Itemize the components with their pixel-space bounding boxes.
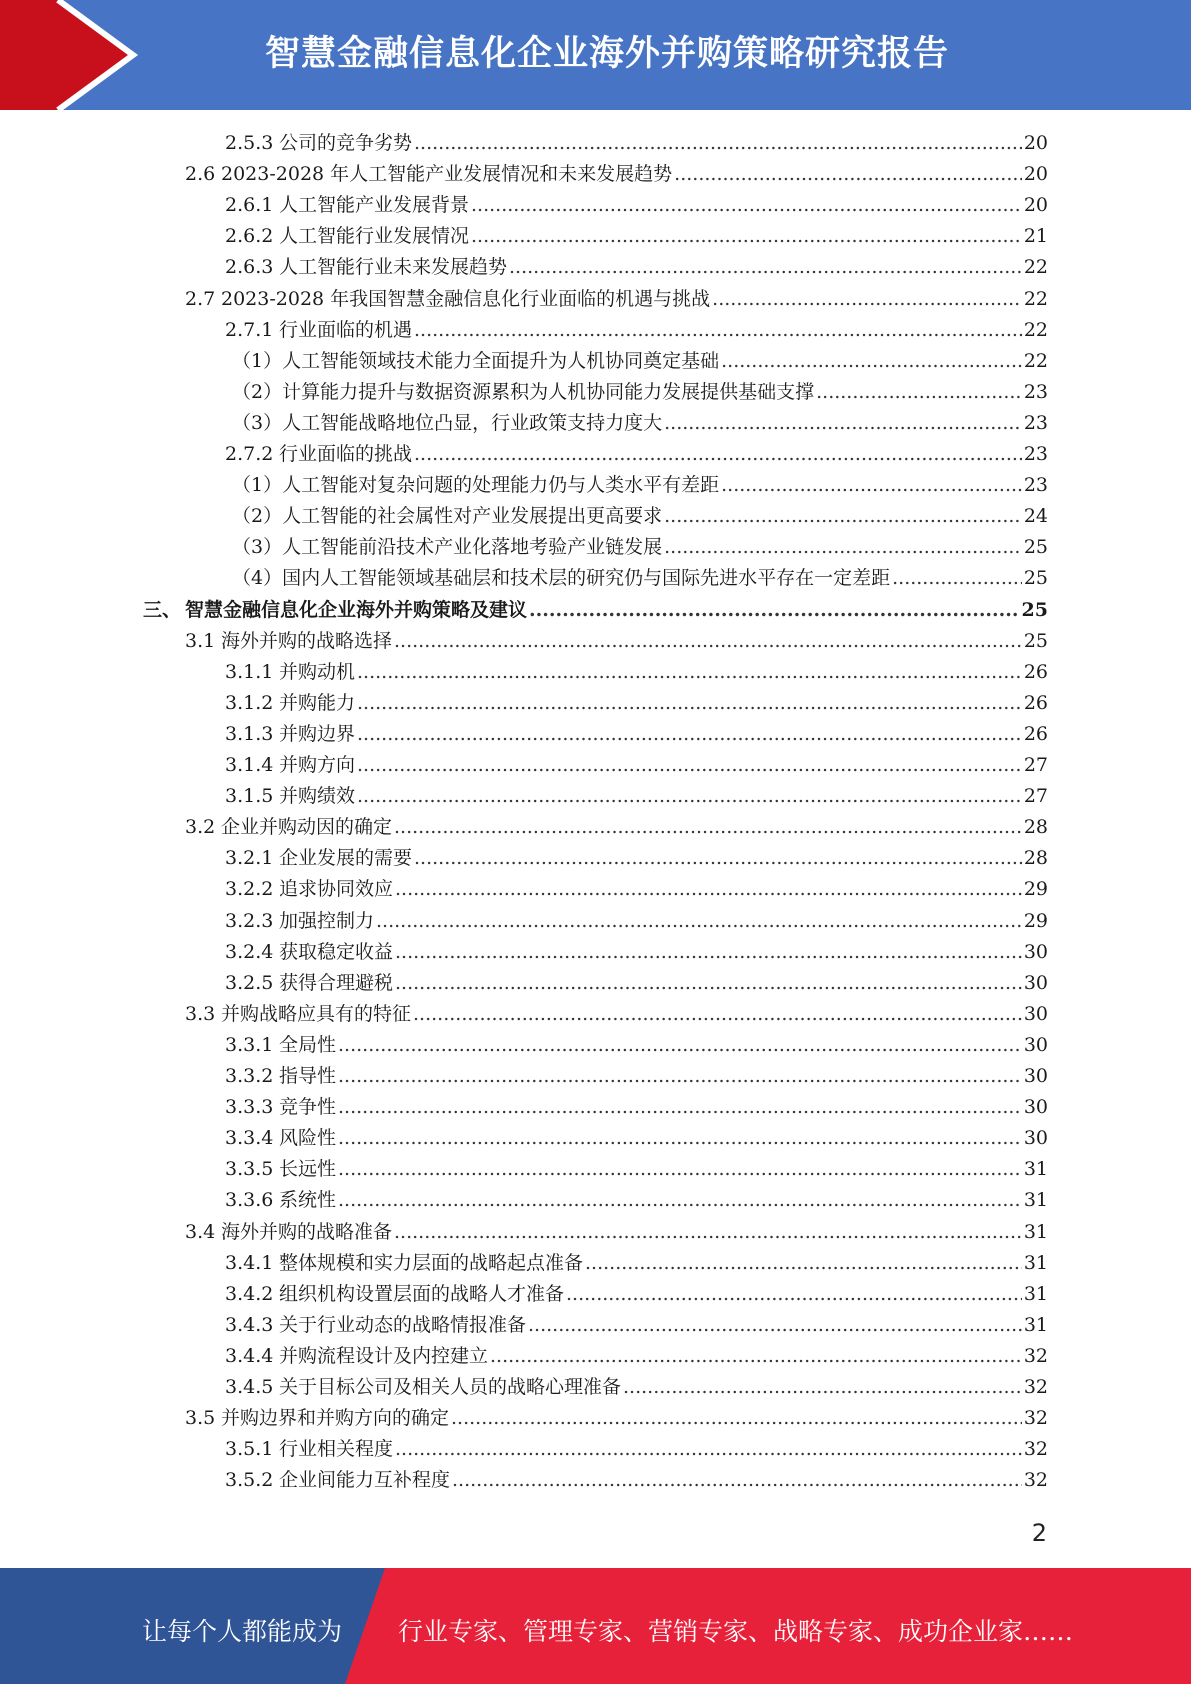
toc-entry-number: 3.2 <box>185 816 216 839</box>
toc-entry-page: 23 <box>1023 443 1048 465</box>
toc-dot-leader <box>674 163 1022 185</box>
toc-entry[interactable] <box>225 781 1048 812</box>
toc-entry-number: 3.5 <box>185 1407 216 1430</box>
toc-entry[interactable] <box>225 1310 1048 1341</box>
toc-entry-title: 公司的竞争劣势 <box>279 132 413 154</box>
toc-entry-page: 26 <box>1023 691 1048 714</box>
toc-entry-page: 25 <box>1023 536 1048 559</box>
toc-dot-leader <box>414 319 1022 341</box>
toc-entry-number: 3.5.1 <box>225 1438 274 1461</box>
toc-entry-title: 行业面临的机遇 <box>279 318 413 341</box>
toc-entry-page: 25 <box>1021 598 1048 621</box>
toc-entry-number: 3.4.4 <box>225 1344 274 1367</box>
toc-entry-number: （2） <box>232 380 283 403</box>
toc-entry-title: 海外并购的战略选择 <box>221 629 393 652</box>
toc-entry-title: 整体规模和实力层面的战略起点准备 <box>279 1251 584 1274</box>
toc-entry-title: 人工智能领域技术能力全面提升为人机协同奠定基础 <box>282 349 720 372</box>
toc-entry[interactable] <box>232 532 1048 563</box>
toc-entry-page: 23 <box>1023 411 1048 434</box>
toc-entry[interactable] <box>225 843 1048 874</box>
toc-dot-leader <box>338 1096 1022 1118</box>
toc-entry-number: 3.5.2 <box>225 1469 274 1492</box>
toc-dot-leader <box>414 132 1022 154</box>
toc-entry-page: 30 <box>1023 1002 1048 1025</box>
toc-entry[interactable] <box>185 999 1048 1030</box>
toc-entry-page: 32 <box>1023 1438 1048 1461</box>
toc-dot-leader <box>623 1376 1022 1398</box>
toc-dot-leader <box>414 443 1022 465</box>
toc-dot-leader <box>338 1127 1022 1149</box>
toc-entry[interactable] <box>225 1154 1048 1185</box>
toc-dot-leader <box>338 1189 1022 1211</box>
toc-entry-title: 并购边界和并购方向的确定 <box>221 1407 450 1430</box>
toc-entry[interactable] <box>232 501 1048 532</box>
toc-dot-leader <box>357 754 1022 776</box>
toc-entry-page: 32 <box>1023 1407 1048 1430</box>
toc-entry[interactable] <box>232 563 1048 594</box>
toc-entry-title: 并购方向 <box>279 754 356 776</box>
toc-entry-number: （4） <box>232 567 283 590</box>
toc-entry-number: 3.4 <box>185 1220 216 1243</box>
toc-entry-number: （3） <box>232 411 283 434</box>
toc-entry[interactable] <box>185 284 1048 315</box>
toc-dot-leader <box>394 816 1022 838</box>
toc-entry-page: 30 <box>1023 1127 1048 1150</box>
toc-entry-page: 32 <box>1023 1376 1048 1398</box>
toc-entry-title: 并购动机 <box>279 660 356 683</box>
toc-entry[interactable] <box>232 470 1048 501</box>
toc-entry-page: 20 <box>1023 194 1048 217</box>
toc-entry-page: 26 <box>1023 660 1048 683</box>
toc-entry-number: 3.3.3 <box>225 1096 274 1119</box>
toc-entry-title: 人工智能产业发展背景 <box>279 194 470 217</box>
toc-entry-number: 2.6.1 <box>225 194 274 217</box>
toc-entry[interactable] <box>232 408 1048 439</box>
page-number: 2 <box>1031 1519 1047 1547</box>
toc-entry[interactable] <box>232 377 1048 408</box>
header-band <box>0 0 1191 110</box>
toc-entry-page: 28 <box>1023 847 1048 870</box>
toc-entry-title: 指导性 <box>279 1065 337 1087</box>
toc-entry[interactable] <box>225 719 1048 750</box>
toc-entry-page: 21 <box>1023 225 1048 248</box>
toc-dot-leader <box>816 381 1022 403</box>
toc-entry-title: 计算能力提升与数据资源累积为人机协同能力发展提供基础支撑 <box>282 380 815 403</box>
toc-dot-leader <box>357 723 1022 745</box>
toc-entry-title: 人工智能行业未来发展趋势 <box>279 256 508 279</box>
toc-entry-title: 国内人工智能领域基础层和技术层的研究仍与国际先进水平存在一定差距 <box>282 567 891 590</box>
toc-entry[interactable] <box>225 221 1048 252</box>
toc-entry-page: 30 <box>1023 971 1048 994</box>
toc-entry-number: （1） <box>232 349 283 372</box>
toc-entry-title: 全局性 <box>279 1033 337 1056</box>
toc-dot-leader <box>528 1314 1022 1336</box>
toc-entry[interactable] <box>225 688 1048 719</box>
toc-dot-leader <box>585 1252 1022 1274</box>
toc-entry-title: 企业发展的需要 <box>279 847 413 870</box>
toc-dot-leader <box>529 599 1020 621</box>
toc-dot-leader <box>357 661 1022 683</box>
toc-entry-number: 3.4.5 <box>225 1376 274 1398</box>
toc-dot-leader <box>566 1283 1022 1305</box>
toc-entry[interactable] <box>225 1123 1048 1154</box>
toc-entry-title: 智慧金融信息化企业海外并购策略及建议 <box>185 598 528 621</box>
toc-entry-number: 2.7.1 <box>225 318 274 341</box>
toc-dot-leader <box>394 1221 1022 1243</box>
toc-entry-number: 2.6.3 <box>225 256 274 279</box>
toc-entry-title: 关于目标公司及相关人员的战略心理准备 <box>279 1376 622 1398</box>
toc-entry-title: 海外并购的战略准备 <box>221 1220 393 1243</box>
toc-entry-number: 3.3 <box>185 1002 216 1025</box>
toc-entry-page: 31 <box>1023 1158 1048 1181</box>
toc-entry-number: 3.1.3 <box>225 722 274 745</box>
toc-entry[interactable] <box>225 252 1048 283</box>
toc-entry[interactable] <box>225 1248 1048 1279</box>
toc-entry-page: 22 <box>1023 318 1048 341</box>
toc-entry-number: 3.3.5 <box>225 1158 274 1181</box>
toc-entry-page: 27 <box>1023 754 1048 776</box>
toc-entry-title: 长远性 <box>279 1158 337 1181</box>
toc-dot-leader <box>452 1469 1022 1491</box>
toc-entry-title: 行业面临的挑战 <box>279 443 413 465</box>
toc-entry-title: 并购战略应具有的特征 <box>221 1002 412 1025</box>
toc-entry[interactable] <box>225 874 1048 905</box>
toc-entry-page: 22 <box>1023 287 1048 310</box>
toc-entry-number: 3.1.5 <box>225 785 274 808</box>
toc-entry-title: 并购流程设计及内控建立 <box>279 1344 489 1367</box>
toc-entry-number: 2.6.2 <box>225 225 274 248</box>
toc-entry-page: 31 <box>1023 1313 1048 1336</box>
toc-dot-leader <box>357 785 1022 807</box>
toc-entry-title: 关于行业动态的战略情报准备 <box>279 1313 527 1336</box>
toc-entry-number: 3.4.3 <box>225 1313 274 1336</box>
toc-dot-leader <box>471 194 1022 216</box>
toc-entry-number: 3.3.1 <box>225 1033 274 1056</box>
toc-entry-page: 31 <box>1023 1189 1048 1212</box>
toc-dot-leader <box>338 1158 1022 1180</box>
toc-entry-title: 组织机构设置层面的战略人才准备 <box>279 1282 565 1305</box>
toc-entry-page: 32 <box>1023 1469 1048 1492</box>
toc-entry-title: 人工智能对复杂问题的处理能力仍与人类水平有差距 <box>282 474 720 497</box>
toc-entry-page: 30 <box>1023 940 1048 963</box>
toc-entry-title: 追求协同效应 <box>279 878 394 901</box>
toc-entry-title: 行业相关程度 <box>279 1438 394 1461</box>
toc-entry[interactable] <box>225 657 1048 688</box>
toc-dot-leader <box>721 474 1022 496</box>
toc-entry-number: 3.1.4 <box>225 754 274 776</box>
toc-entry[interactable] <box>225 128 1048 159</box>
toc-entry-page: 29 <box>1023 878 1048 901</box>
toc-entry-page: 30 <box>1023 1065 1048 1087</box>
toc-entry-page: 20 <box>1023 132 1048 154</box>
toc-entry-number: 3.4.2 <box>225 1282 274 1305</box>
toc-entry-number: 3.1.1 <box>225 660 274 683</box>
toc-entry-number: 2.7.2 <box>225 443 274 465</box>
toc-entry[interactable] <box>232 346 1048 377</box>
toc-entry-number: 3.3.2 <box>225 1065 274 1087</box>
toc-entry-title: 企业间能力互补程度 <box>279 1469 451 1492</box>
toc-entry-title: 获得合理避税 <box>279 971 394 994</box>
toc-entry-title: 获取稳定收益 <box>279 940 394 963</box>
toc-entry-number: 3.3.4 <box>225 1127 274 1150</box>
toc-dot-leader <box>338 1034 1022 1056</box>
toc-entry-page: 32 <box>1023 1344 1048 1367</box>
toc-entry[interactable] <box>225 1092 1048 1123</box>
toc-entry-page: 29 <box>1023 909 1048 932</box>
toc-entry[interactable] <box>185 159 1048 190</box>
toc-dot-leader <box>395 941 1022 963</box>
toc-entry[interactable] <box>225 190 1048 221</box>
toc-entry[interactable] <box>225 315 1048 346</box>
toc-entry-page: 22 <box>1023 349 1048 372</box>
toc-entry[interactable] <box>225 1341 1048 1372</box>
toc-entry-title: 2023-2028 年人工智能产业发展情况和未来发展趋势 <box>221 163 673 186</box>
toc-entry-page: 28 <box>1023 816 1048 839</box>
toc-dot-leader <box>413 1003 1022 1025</box>
toc-entry-number: （2） <box>232 505 283 528</box>
toc-entry[interactable] <box>185 812 1048 843</box>
toc-entry[interactable] <box>225 439 1048 470</box>
toc-dot-leader <box>338 1065 1022 1087</box>
toc-entry-number: 3.2.1 <box>225 847 274 870</box>
toc-entry-number: 3.2.3 <box>225 909 274 932</box>
toc-entry[interactable] <box>185 1217 1048 1248</box>
toc-entry-page: 30 <box>1023 1033 1048 1056</box>
toc-entry-number: 3.2.4 <box>225 940 274 963</box>
toc-dot-leader <box>395 972 1022 994</box>
toc-entry-number: 3.1 <box>185 629 216 652</box>
toc-entry[interactable] <box>225 750 1048 781</box>
toc-entry-page: 25 <box>1023 567 1048 590</box>
toc-dot-leader <box>394 630 1022 652</box>
toc-entry[interactable] <box>225 1279 1048 1310</box>
toc-entry-page: 31 <box>1023 1251 1048 1274</box>
toc-entry-title: 人工智能行业发展情况 <box>279 225 470 248</box>
toc-entry[interactable] <box>225 1061 1048 1092</box>
toc-entry-number: 3.4.1 <box>225 1251 274 1274</box>
toc-entry[interactable] <box>185 1403 1048 1434</box>
toc-dot-leader <box>471 225 1022 247</box>
toc-entry-number: （3） <box>232 536 283 559</box>
toc-entry-title: 人工智能战略地位凸显，行业政策支持力度大 <box>282 411 663 434</box>
footer-slogan-right: 行业专家、管理专家、营销专家、战略专家、成功企业家…… <box>398 1617 1074 1646</box>
toc-dot-leader <box>509 256 1022 278</box>
toc-dot-leader <box>357 692 1022 714</box>
toc-entry-page: 26 <box>1023 722 1048 745</box>
toc-entry-page: 30 <box>1023 1096 1048 1119</box>
report-title: 智慧金融信息化企业海外并购策略研究报告 <box>265 34 950 74</box>
toc-entry[interactable] <box>225 1465 1048 1496</box>
toc-entry[interactable] <box>185 626 1048 657</box>
toc-entry-title: 系统性 <box>279 1189 337 1212</box>
toc-entry-page: 20 <box>1023 163 1048 186</box>
toc-entry-number: 3.2.2 <box>225 878 274 901</box>
footer-slogan-left: 让每个人都能成为 <box>142 1617 343 1646</box>
toc-dot-leader <box>721 350 1022 372</box>
toc-entry-number: （1） <box>232 474 283 497</box>
toc-entry[interactable] <box>225 1372 1048 1403</box>
toc-entry-number: 2.6 <box>185 163 216 186</box>
toc-dot-leader <box>395 1438 1022 1460</box>
toc-entry-number: 2.5.3 <box>225 132 274 154</box>
toc-dot-leader <box>892 567 1022 589</box>
toc-entry[interactable] <box>225 1185 1048 1216</box>
toc-entry-title: 竞争性 <box>279 1096 337 1119</box>
toc-entry-title: 人工智能前沿技术产业化落地考验产业链发展 <box>282 536 663 559</box>
toc-dot-leader <box>451 1407 1022 1429</box>
toc-entry-page: 24 <box>1023 505 1048 528</box>
toc-entry-title: 并购绩效 <box>279 785 356 808</box>
toc-entry-page: 23 <box>1023 474 1048 497</box>
toc-entry-number: 3.2.5 <box>225 971 274 994</box>
toc-entry-page: 31 <box>1023 1220 1048 1243</box>
toc-entry-number: 3.3.6 <box>225 1189 274 1212</box>
toc-entry-page: 23 <box>1023 380 1048 403</box>
toc-entry-title: 企业并购动因的确定 <box>221 816 393 839</box>
toc-dot-leader <box>414 847 1022 869</box>
toc-dot-leader <box>395 878 1022 900</box>
toc-dot-leader <box>376 910 1022 932</box>
toc-entry[interactable] <box>225 968 1048 999</box>
toc-entry-page: 22 <box>1023 256 1048 279</box>
footer-band <box>0 1568 1191 1684</box>
toc-entry[interactable] <box>143 595 1048 626</box>
toc-entry-page: 27 <box>1023 785 1048 808</box>
toc-entry-title: 并购边界 <box>279 722 356 745</box>
toc-entry-title: 2023-2028 年我国智慧金融信息化行业面临的机遇与挑战 <box>221 287 711 310</box>
toc-dot-leader <box>664 536 1022 558</box>
toc-entry-number: 2.7 <box>185 287 216 310</box>
toc-entry[interactable] <box>225 906 1048 937</box>
toc-entry-number: 3.1.2 <box>225 691 274 714</box>
toc-entry-page: 25 <box>1023 629 1048 652</box>
toc-entry-title: 风险性 <box>279 1127 337 1150</box>
toc-entry-number: 三、 <box>143 598 182 621</box>
toc-dot-leader <box>712 288 1022 310</box>
toc-entry[interactable] <box>225 937 1048 968</box>
toc-entry-title: 人工智能的社会属性对产业发展提出更高要求 <box>282 505 663 528</box>
toc-entry[interactable] <box>225 1030 1048 1061</box>
toc-entry-page: 31 <box>1023 1282 1048 1305</box>
toc-dot-leader <box>664 505 1022 527</box>
toc-entry-title: 加强控制力 <box>279 909 375 932</box>
toc-dot-leader <box>490 1345 1022 1367</box>
toc-dot-leader <box>664 412 1022 434</box>
toc-entry-title: 并购能力 <box>279 691 356 714</box>
toc-entry[interactable] <box>225 1434 1048 1465</box>
